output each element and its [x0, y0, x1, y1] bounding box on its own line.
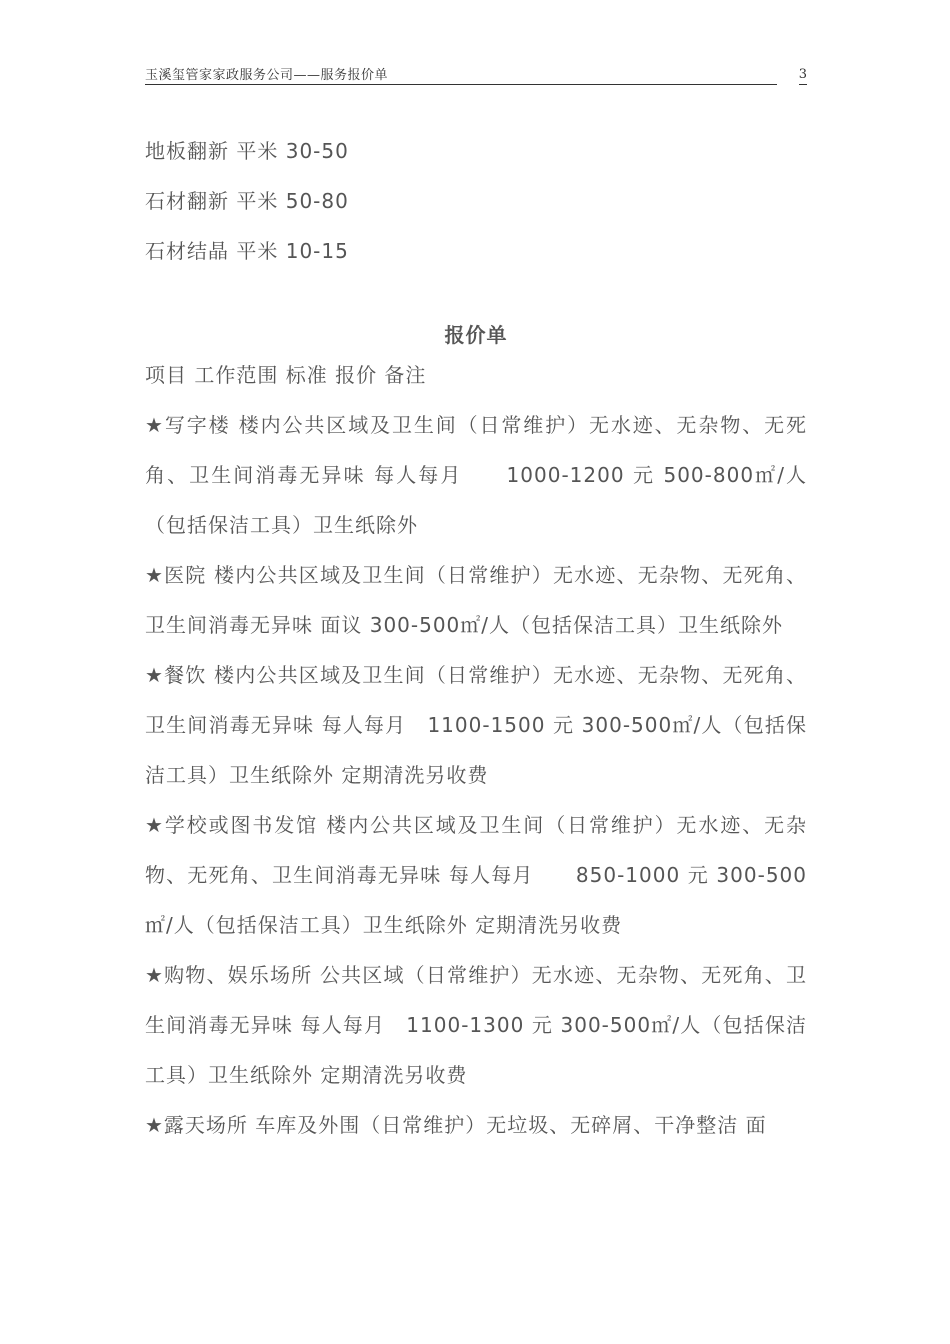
- price-line: 石材结晶 平米 10-15: [145, 239, 349, 263]
- quote-item-office: ★写字楼 楼内公共区域及卫生间（日常维护）无水迹、无杂物、无死角、卫生间消毒无异味 每人每月 1000-1200 元 500-800㎡/人（包括保洁工具）卫生纸除外: [145, 413, 807, 537]
- price-line: 地板翻新 平米 30-50: [145, 139, 349, 163]
- page-header: [145, 64, 807, 86]
- quote-item-shopping-entertainment: ★购物、娱乐场所 公共区域（日常维护）无水迹、无杂物、无死角、卫生间消毒无异味 每人每月 1100-1300 元 300-500㎡/人（包括保洁工具）卫生纸除外 定期清洗另收费: [145, 963, 807, 1087]
- price-list: [145, 126, 807, 276]
- header-rule: [145, 84, 777, 85]
- quote-item-restaurant: ★餐饮 楼内公共区域及卫生间（日常维护）无水迹、无杂物、无死角、卫生间消毒无异味 每人每月 1100-1500 元 300-500㎡/人（包括保洁工具）卫生纸除外 定期清洗另收费: [145, 663, 807, 787]
- page-number: 3: [799, 66, 807, 85]
- quote-item-outdoor: ★露天场所 车库及外围（日常维护）无垃圾、无碎屑、干净整洁 面: [145, 1113, 767, 1137]
- quote-item-school-library: ★学校或图书发馆 楼内公共区域及卫生间（日常维护）无水迹、无杂物、无死角、卫生间消毒无异味 每人每月 850-1000 元 300-500㎡/人（包括保洁工具）卫生纸除外 定期清洗另收费: [145, 813, 807, 937]
- column-header-text: 项目 工作范围 标准 报价 备注: [145, 363, 427, 387]
- header-title: 玉溪玺管家家政服务公司——服务报价单: [145, 68, 389, 83]
- price-line: 石材翻新 平米 50-80: [145, 189, 349, 213]
- quote-item-hospital: ★医院 楼内公共区域及卫生间（日常维护）无水迹、无杂物、无死角、卫生间消毒无异味 面议 300-500㎡/人（包括保洁工具）卫生纸除外: [145, 563, 807, 637]
- document-title: 报价单: [444, 323, 508, 347]
- column-header-line: [145, 350, 807, 400]
- quote-items: [145, 400, 807, 1150]
